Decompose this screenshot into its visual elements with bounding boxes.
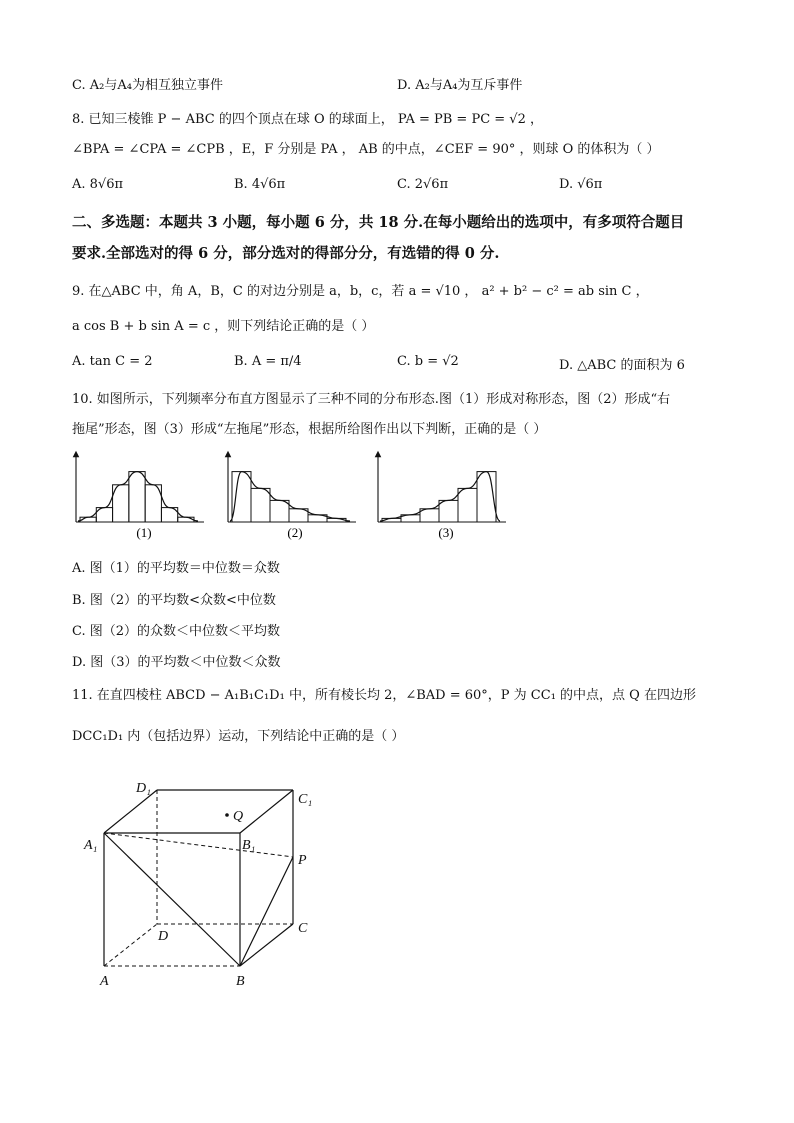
density-curve [230,472,350,521]
histogram-2 [228,454,356,522]
label-q: Q [233,809,244,824]
histogram-bar [232,472,251,522]
q9-line-1: 9. 在△ABC 中，角 A，B，C 的对边分别是 a，b，c，若 a = √10 ， a² + b² − c² = ab sin C ， [72,284,649,299]
histogram-3 [378,454,506,522]
q8-option-c: C. 2√6π [397,177,449,192]
q7-option-c: C. A₂与A₄为相互独立事件 [72,78,223,93]
section-2-heading-line-2: 要求.全部选对的得 6 分，部分选对的得部分分，有选错的得 0 分. [72,245,500,262]
histogram-bar [439,500,458,522]
segment-a1-b [104,833,240,966]
fig-label-2: (2) [287,525,303,540]
q9-line-2: a cos B + b sin A = c ，则下列结论正确的是（ ） [72,319,375,334]
q11-line-1: 11. 在直四棱柱 ABCD − A₁B₁C₁D₁ 中，所有棱长均 2，∠BAD = 60°，P 为 CC₁ 的中点，点 Q 在四边形 [72,688,696,703]
label-a1: A₁ [84,838,98,853]
q8-option-b: B. 4√6π [234,177,286,192]
histogram-bar [270,500,289,522]
q9-option-c: C. b = √2 [397,354,459,369]
density-curve [78,472,198,521]
label-b1: B₁ [242,838,256,853]
q8-option-d: D. √6π [559,177,603,192]
segment-b-p [240,857,293,966]
edge-b-c [240,924,293,966]
q10-option-c: C. 图（2）的众数＜中位数＜平均数 [72,624,281,639]
q8-line-2: ∠BPA = ∠CPA = ∠CPB ，E，F 分别是 PA ， AB 的中点，∠CEF = 90° ，则球 O 的体积为（ ） [72,142,660,157]
q7-option-d: D. A₂与A₄为互斥事件 [397,78,523,93]
section-2-heading-line-1: 二、多选题：本题共 3 小题，每小题 6 分，共 18 分.在每小题给出的选项中，有多项符合题目 [72,214,685,231]
edge-a1-d1 [104,790,157,833]
label-b: B [236,974,245,989]
label-d: D [158,929,169,944]
q10-option-d: D. 图（3）的平均数＜中位数＜众数 [72,655,281,670]
histogram-bar [458,488,477,522]
segment-a1-p [104,833,293,857]
q10-line-1: 10. 如图所示，下列频率分布直方图显示了三种不同的分布形态.图（1）形成对称形态，图（2）形成“右 [72,392,671,407]
q8-line-1: 8. 已知三棱锥 P − ABC 的四个顶点在球 O 的球面上， PA = PB = PC = √2 ， [72,112,543,127]
edge-a-d [104,924,157,966]
q9-option-a: A. tan C = 2 [72,354,153,369]
histogram-bar [129,472,145,522]
q8-option-a: A. 8√6π [72,177,124,192]
label-a: A [100,974,109,989]
point-q [225,813,229,817]
fig-label-3: (3) [438,525,454,540]
histogram-1 [76,454,204,522]
label-d1: D₁ [136,781,151,796]
histogram-bar [178,517,194,522]
histogram-figures [0,450,794,550]
edge-b1-c1 [240,790,293,833]
q11-line-2: DCC₁D₁ 内（包括边界）运动，下列结论中正确的是（ ） [72,729,405,744]
prism-figure [0,770,794,1030]
fig-label-1: (1) [136,525,152,540]
q9-option-d: D. △ABC 的面积为 6 [559,358,685,373]
label-c1: C₁ [298,792,313,807]
label-p: P [298,853,307,868]
histogram-bar [251,488,270,522]
label-c: C [298,921,308,936]
q10-option-b: B. 图（2）的平均数<众数<中位数 [72,593,276,608]
q10-option-a: A. 图（1）的平均数＝中位数＝众数 [72,561,280,576]
density-curve [380,472,500,521]
q10-line-2: 拖尾”形态，图（3）形成“左拖尾”形态，根据所给图作出以下判断，正确的是（ ） [72,422,547,437]
q9-option-b: B. A = π/4 [234,354,302,369]
